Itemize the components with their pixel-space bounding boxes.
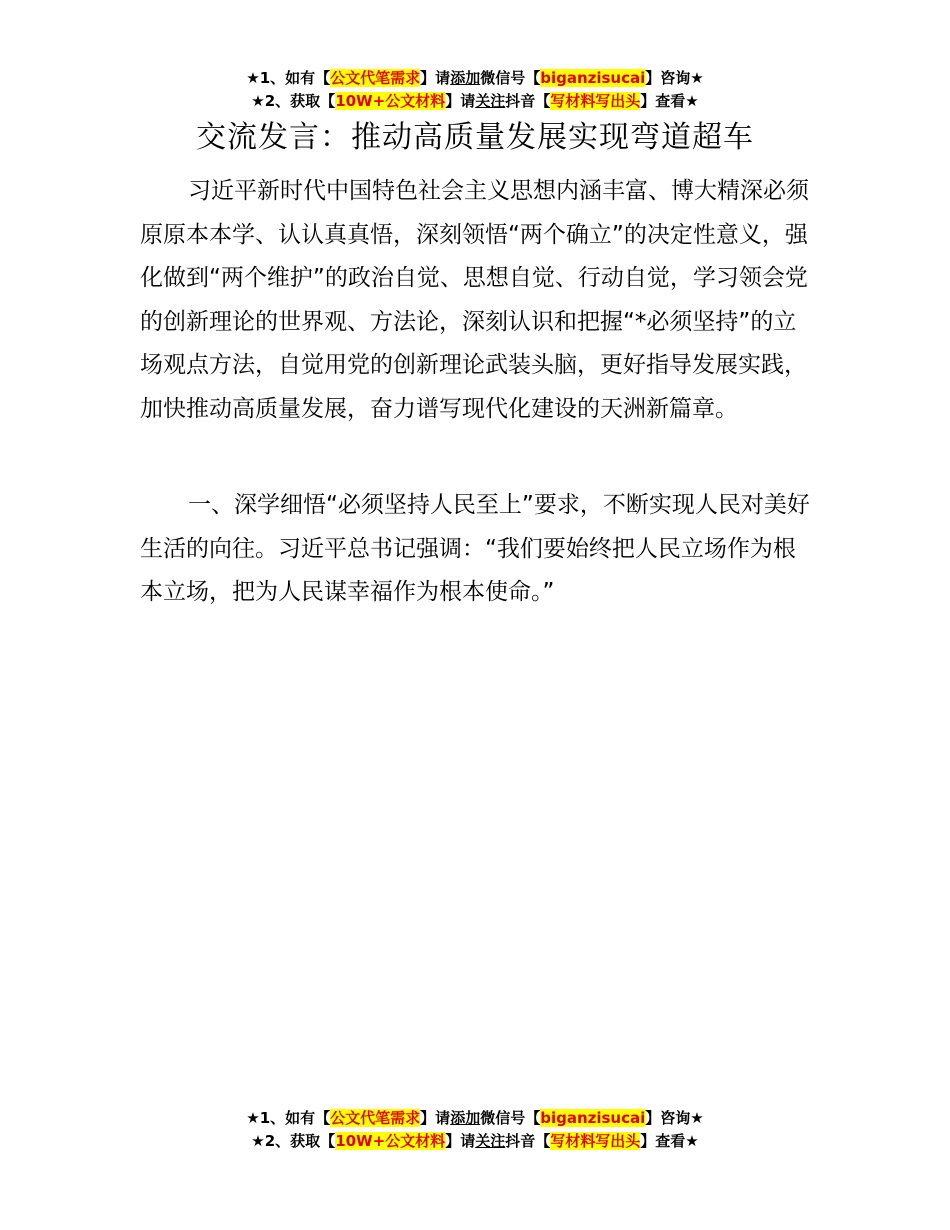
- body-paragraph-2: 一、深学细悟“必须坚持人民至上”要求，不断实现人民对美好生活的向往。习近平总书记强调：“我们要始终把人民立场作为根本立场，把为人民谋幸福作为根本使命。”: [140, 492, 810, 605]
- promo-line-1: ★1、如有【公文代笔需求】请添加微信号【biganzisucai】咨询★: [246, 69, 704, 87]
- highlight-service: 公文代笔需求: [330, 69, 421, 87]
- highlight-materials: 10W+公文材料: [335, 92, 446, 110]
- highlight-service: 公文代笔需求: [330, 1109, 421, 1127]
- promo-line-2: ★2、获取【10W+公文材料】请关注抖音【写材料写出头】查看★: [251, 92, 699, 110]
- body-paragraph-1: 习近平新时代中国特色社会主义思想内涵丰富、博大精深必须原原本本学、认认真真悟，深刻领悟“两个确立”的决定性意义，强化做到“两个维护”的政治自觉、思想自觉、行动自觉，学习领会党的创新理论的世界观、方法论，深刻认识和把握“*必须坚持”的立场观点方法，自觉用党的创新理论武装头脑，更好指导发展实践，加快推动高质量发展，奋力谱写现代化建设的天洲新篇章。: [140, 178, 809, 422]
- top-promo-banner: [0, 67, 950, 113]
- highlight-wechat-id: biganzisucai: [540, 1109, 646, 1127]
- highlight-wechat-id: biganzisucai: [540, 69, 646, 87]
- highlight-materials: 10W+公文材料: [335, 1132, 446, 1150]
- underline-follow: 关注: [475, 1132, 506, 1150]
- promo-line-1: ★1、如有【公文代笔需求】请添加微信号【biganzisucai】咨询★: [246, 1109, 704, 1127]
- highlight-douyin-account: 写材料写出头: [550, 92, 641, 110]
- document-title: 交流发言：推动高质量发展实现弯道超车: [196, 120, 754, 155]
- bottom-promo-banner: [0, 1107, 950, 1153]
- highlight-douyin-account: 写材料写出头: [550, 1132, 641, 1150]
- underline-follow: 关注: [475, 92, 506, 110]
- underline-add: 添加: [450, 1109, 481, 1127]
- underline-add: 添加: [450, 69, 481, 87]
- promo-line-2: ★2、获取【10W+公文材料】请关注抖音【写材料写出头】查看★: [251, 1132, 699, 1150]
